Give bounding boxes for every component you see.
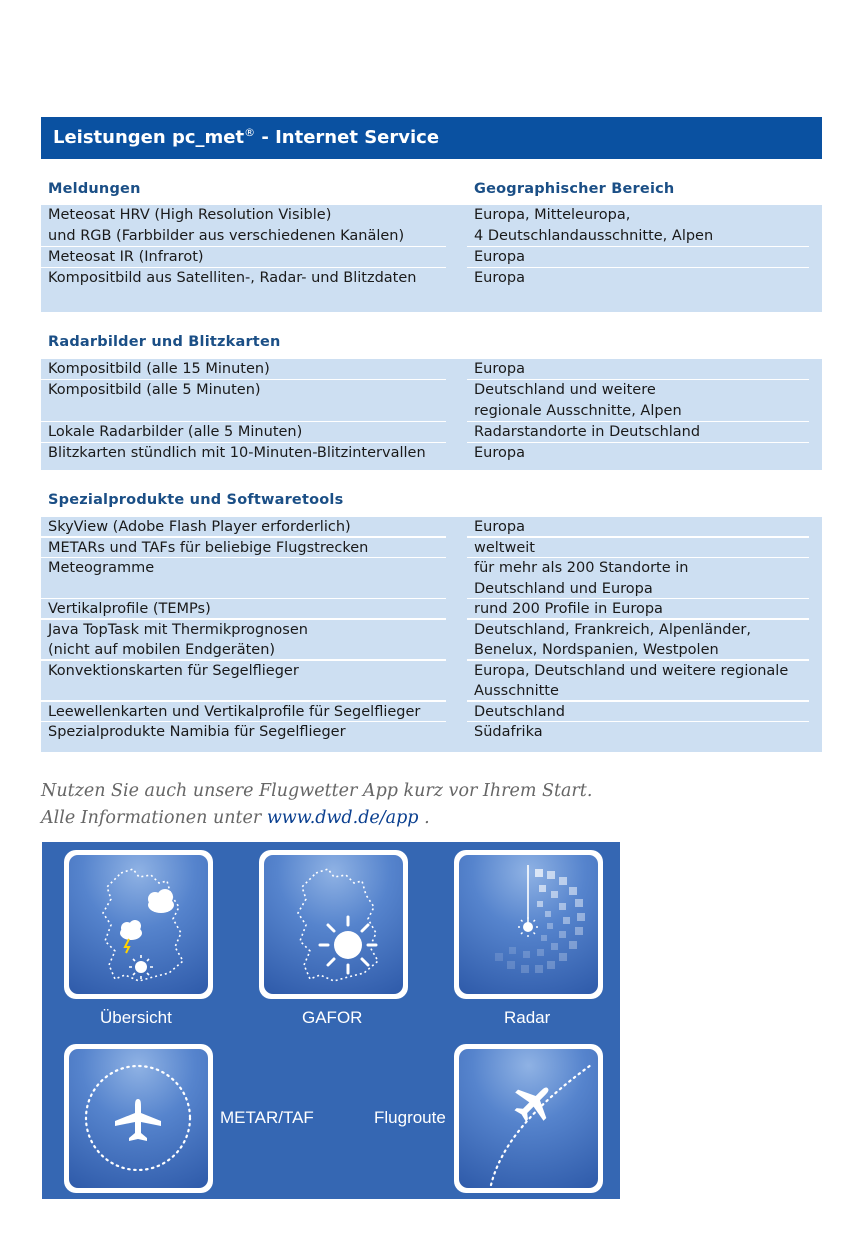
tile-uebersicht[interactable]	[64, 850, 213, 999]
tile-label-gafor: GAFOR	[302, 1008, 363, 1027]
table-row	[41, 599, 822, 620]
table-row	[41, 620, 822, 661]
tile-gafor[interactable]	[259, 850, 408, 999]
row-description: Kompositbild (alle 15 Minuten)	[48, 361, 270, 377]
row-region: weltweit	[474, 539, 535, 556]
tile-metar-taf[interactable]	[64, 1044, 213, 1193]
promo-line-2: Alle Informationen unter www.dwd.de/app .	[41, 808, 430, 828]
row-description: Kompositbild aus Satelliten-, Radar- und Blitzdaten	[48, 270, 417, 286]
section-heading-radarbilder: Radarbilder und Blitzkarten	[48, 334, 281, 350]
table-row	[41, 359, 822, 380]
title-main: Leistungen pc_met	[53, 127, 245, 148]
tile-label-uebersicht: Übersicht	[100, 1008, 172, 1027]
row-region: Südafrika	[474, 724, 543, 740]
row-description: METARs und TAFs für beliebige Flugstrecken	[48, 539, 369, 556]
germany-map-weather-icon	[69, 855, 208, 994]
row-region: Europa	[474, 270, 525, 286]
airplane-circle-icon	[69, 1049, 208, 1188]
row-region: Deutschland und weitere regionale Ausschnitte, Alpen	[474, 382, 682, 419]
column-heading-meldungen: Meldungen	[48, 181, 141, 197]
tile-label-flugroute: Flugroute	[374, 1108, 446, 1127]
table-row	[41, 538, 822, 559]
table-row	[41, 380, 822, 422]
table-row	[41, 661, 822, 702]
row-region: Deutschland	[474, 703, 565, 720]
row-description: Kompositbild (alle 5 Minuten)	[48, 382, 261, 398]
row-description: Leewellenkarten und Vertikalprofile für Segelflieger	[48, 703, 421, 720]
row-region: Europa	[474, 445, 525, 461]
table-row	[41, 722, 822, 743]
row-description: Spezialprodukte Namibia für Segelflieger	[48, 724, 346, 740]
row-description: Konvektionskarten für Segelflieger	[48, 662, 299, 679]
row-region: Europa	[474, 249, 525, 265]
table-row	[41, 443, 822, 464]
row-description: Blitzkarten stündlich mit 10-Minuten-Blitzintervallen	[48, 445, 426, 461]
promo-line-1: Nutzen Sie auch unsere Flugwetter App kurz vor Ihrem Start.	[41, 781, 593, 801]
row-description: Meteosat HRV (High Resolution Visible) und RGB (Farbbilder aus verschiedenen Kanälen)	[48, 207, 405, 244]
row-description: Lokale Radarbilder (alle 5 Minuten)	[48, 424, 303, 440]
row-region: Europa, Deutschland und weitere regionale Ausschnitte	[474, 662, 789, 700]
tile-label-radar: Radar	[504, 1008, 551, 1027]
section-heading-meldungen	[48, 181, 808, 197]
row-description: Meteosat IR (Infrarot)	[48, 249, 204, 265]
table-row	[41, 205, 822, 247]
title-suffix: - Internet Service	[255, 127, 440, 148]
tile-flugroute[interactable]	[454, 1044, 603, 1193]
section-heading-spezialprodukte: Spezialprodukte und Softwaretools	[48, 492, 344, 508]
row-description: Vertikalprofile (TEMPs)	[48, 601, 211, 617]
row-region: Deutschland, Frankreich, Alpenländer, Benelux, Nordspanien, Westpolen	[474, 621, 751, 659]
table-spezialprodukte	[41, 517, 822, 752]
airplane-route-icon	[459, 1049, 598, 1188]
table-meldungen	[41, 205, 822, 312]
table-row	[41, 517, 822, 538]
table-row	[41, 247, 822, 268]
column-heading-geographischer-bereich: Geographischer Bereich	[474, 181, 675, 197]
row-description: SkyView (Adobe Flash Player erforderlich)	[48, 519, 351, 535]
row-region: Europa, Mitteleuropa, 4 Deutschlandausschnitte, Alpen	[474, 207, 714, 244]
row-region: Radarstandorte in Deutschland	[474, 424, 701, 440]
table-row	[41, 702, 822, 723]
tile-radar[interactable]	[454, 850, 603, 999]
row-region: Europa	[474, 361, 525, 377]
app-screenshot	[42, 842, 620, 1199]
row-region: Europa	[474, 519, 525, 535]
app-promo-text	[41, 778, 821, 832]
germany-map-sun-icon	[264, 855, 403, 994]
app-link[interactable]: www.dwd.de/app	[266, 808, 419, 828]
radar-sweep-icon	[459, 855, 598, 994]
registered-mark: ®	[244, 126, 256, 139]
row-region: rund 200 Profile in Europa	[474, 601, 663, 617]
tile-label-metar-taf: METAR/TAF	[220, 1108, 314, 1127]
table-row	[41, 422, 822, 443]
row-description: Meteogramme	[48, 560, 155, 576]
row-region: für mehr als 200 Standorte in Deutschland und Europa	[474, 560, 689, 597]
page-title	[41, 117, 822, 159]
table-radarbilder	[41, 359, 822, 470]
table-row	[41, 268, 822, 289]
row-description: Java TopTask mit Thermikprognosen (nicht auf mobilen Endgeräten)	[48, 621, 308, 659]
table-row	[41, 558, 822, 599]
